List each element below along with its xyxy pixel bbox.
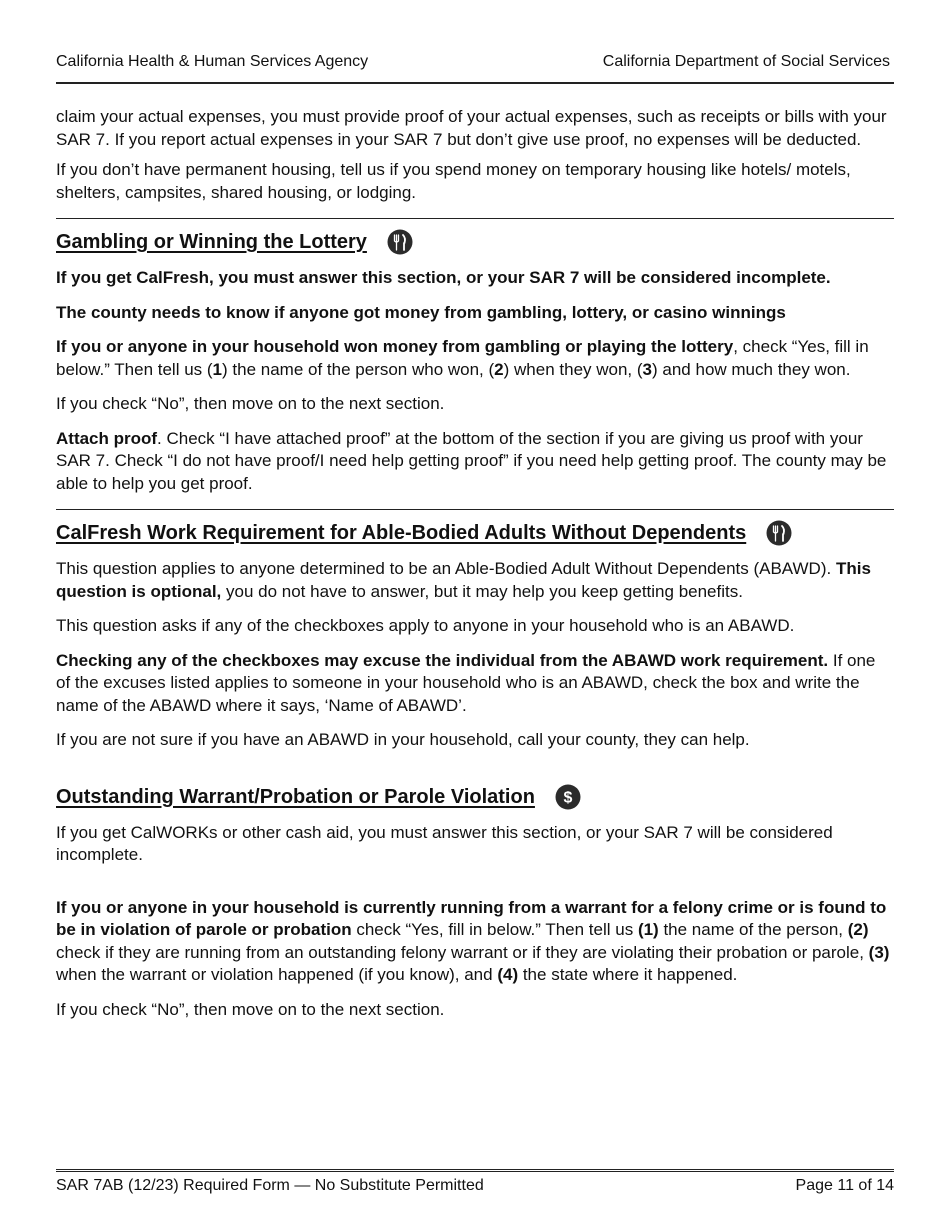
footer-page-number: Page 11 of 14 (795, 1177, 894, 1194)
gambling-paragraph-3: If you or anyone in your household won money from gambling or playing the lottery, check “Yes, fill in below.” Then tell us (1) the name of the person who won, (2) when they won, (3) and how much they won. (56, 337, 869, 379)
calfresh-fork-knife-icon (766, 520, 792, 546)
section-divider (56, 509, 894, 510)
section-divider (56, 218, 894, 219)
warrant-section-heading (56, 784, 894, 810)
gambling-paragraph-4: If you check “No”, then move on to the next section. (56, 394, 445, 413)
warrant-paragraph-1: If you get CalWORKs or other cash aid, you must answer this section, or your SAR 7 will be considered incomplete. (56, 822, 833, 864)
abawd-title: CalFresh Work Requirement for Able-Bodied Adults Without Dependents (56, 522, 747, 544)
header-department: California Department of Social Services (602, 53, 890, 70)
abawd-paragraph-2: This question asks if any of the checkboxes apply to anyone in your household who is an ABAWD. (56, 616, 795, 635)
page-footer (56, 1169, 894, 1198)
gambling-p3-bold: If you or anyone in your household won money from gambling or playing the lottery (56, 337, 734, 356)
warrant-paragraph-2: If you or anyone in your household is currently running from a warrant for a felony crime or is found to be in violation of parole or probation check “Yes, fill in below.” Then tell us (1) the name of the person, (2) check if they are running from an outstanding felony warrant or if they are violating their probation or parole, (3) when the warrant or violation happened (if you know), and (4) the state where it happened. (56, 897, 890, 984)
abawd-paragraph-1: This question applies to anyone determined to be an Able-Bodied Adult Without Dependents (ABAWD). This question is optional, you do not have to answer, but it may help you keep getting benefits. (56, 559, 871, 601)
intro-paragraph-1: claim your actual expenses, you must provide proof of your actual expenses, such as receipts or bills with your SAR 7. If you report actual expenses in your SAR 7 but don’t give use proof, no expenses will be deducted. (56, 107, 887, 149)
abawd-paragraph-3: Checking any of the checkboxes may excuse the individual from the ABAWD work requirement. If one of the excuses listed applies to someone in your household who is an ABAWD, check the box and write the name of the ABAWD where it says, ‘Name of ABAWD’. (56, 650, 876, 715)
gambling-paragraph-5: Attach proof. Check “I have attached proof” at the bottom of the section if you are giving us proof with your SAR 7. Check “I do not have proof/I need help getting proof” if you need help getting proof. The county may be able to help you get proof. (56, 428, 887, 493)
spacer (56, 760, 894, 784)
header-agency: California Health & Human Services Agency (56, 53, 369, 70)
footer-form-id: SAR 7AB (12/23) Required Form — No Substitute Permitted (56, 1177, 484, 1194)
page-header (56, 52, 894, 84)
gambling-title: Gambling or Winning the Lottery (56, 231, 367, 253)
calfresh-fork-knife-icon (387, 229, 413, 255)
warrant-title: Outstanding Warrant/Probation or Parole Violation (56, 785, 535, 808)
intro-paragraph-2: If you don’t have permanent housing, tell us if you spend money on temporary housing like hotels/ motels, shelters, campsites, shared housing, or lodging. (56, 160, 851, 202)
warrant-paragraph-3: If you check “No”, then move on to the next section. (56, 999, 445, 1019)
abawd-paragraph-4: If you are not sure if you have an ABAWD in your household, call your county, they can help. (56, 730, 750, 749)
abawd-section-heading (56, 520, 894, 546)
gambling-paragraph-2: The county needs to know if anyone got money from gambling, lottery, or casino winnings (56, 302, 786, 322)
gambling-section-heading (56, 229, 894, 255)
svg-text:$: $ (563, 789, 573, 806)
page-content (56, 106, 894, 1029)
attach-proof-label: Attach proof (56, 428, 158, 448)
gambling-paragraph-1: If you get CalFresh, you must answer this section, or your SAR 7 will be considered incomplete. (56, 268, 831, 287)
cash-aid-dollar-icon (555, 784, 581, 810)
